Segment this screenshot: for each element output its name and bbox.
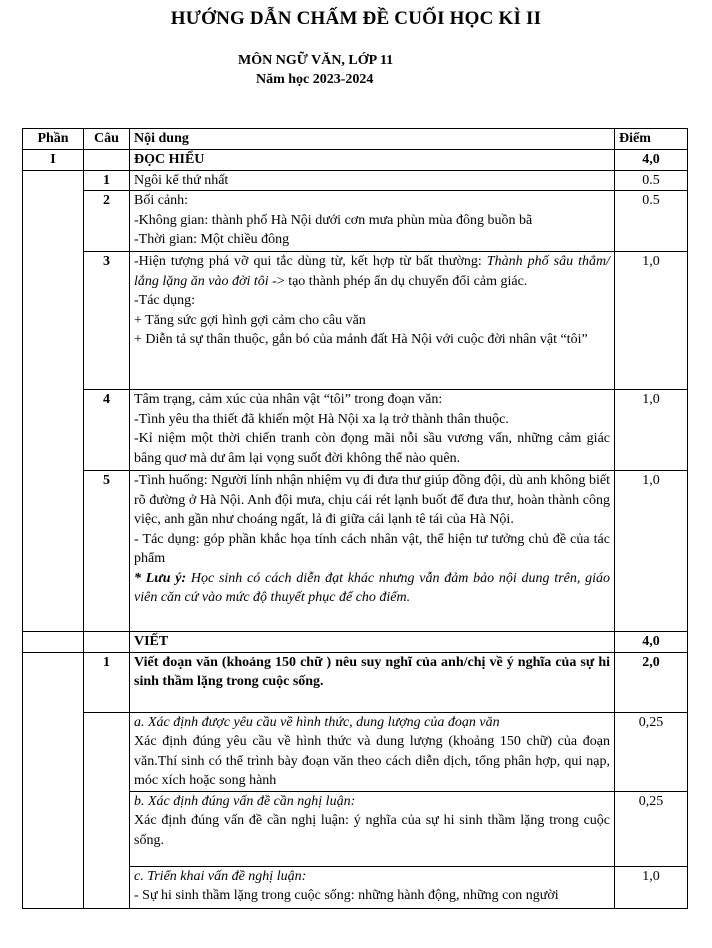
table-row xyxy=(23,252,688,390)
table-header-row xyxy=(23,129,688,150)
table-row xyxy=(23,191,688,252)
question-number: 1 xyxy=(84,652,130,712)
header-part: Phần xyxy=(23,129,84,150)
content-line: - Tác dụng: góp phần khắc họa tính cách nhân vật, thể hiện tư tưởng chủ đề của tác phẩm xyxy=(134,531,610,566)
content-line: Xác định đúng vấn đề cần nghị luận: ý nghĩa của sự hi sinh thầm lặng trong cuộc sống. xyxy=(134,813,610,848)
criterion-heading: b. Xác định đúng vấn đề cần nghị luận: xyxy=(134,793,356,809)
answer-content xyxy=(130,791,615,866)
content-line: + Diễn tả sự thân thuộc, gắn bó của mảnh đất Hà Nội với cuộc đời nhân vật “tôi” xyxy=(134,332,588,347)
answer-content: Ngôi kể thứ nhất xyxy=(130,170,615,191)
answer-content xyxy=(130,471,615,632)
criterion-heading: c. Triển khai vấn đề nghị luận: xyxy=(134,868,307,884)
part-row-writing xyxy=(23,632,688,653)
note-label: * Lưu ý: xyxy=(134,570,187,586)
question-number: 5 xyxy=(84,471,130,632)
empty-cell xyxy=(23,632,84,653)
answer-score: 0,25 xyxy=(615,712,688,791)
answer-content xyxy=(130,866,615,908)
empty-cell xyxy=(84,632,130,653)
content-line: -Không gian: thành phố Hà Nội dưới cơn mưa phùn mùa đông buồn bã xyxy=(134,212,533,228)
content-text: -Hiện tượng phá vỡ qui tắc dùng từ, kết hợp từ bất thường: xyxy=(134,254,487,269)
empty-cell xyxy=(84,712,130,908)
question-number: 1 xyxy=(84,170,130,191)
table-row xyxy=(23,652,688,712)
answer-score: 2,0 xyxy=(615,652,688,712)
header-score: Điểm xyxy=(615,129,688,150)
empty-cell xyxy=(23,652,84,908)
document-title: HƯỚNG DẪN CHẤM ĐỀ CUỐI HỌC KÌ II xyxy=(170,8,542,29)
answer-score: 1,0 xyxy=(615,252,688,390)
content-text: -> tạo thành phép ẩn dụ chuyển đổi cảm giác. xyxy=(268,273,528,289)
empty-cell xyxy=(84,150,130,171)
content-line: -Tình yêu tha thiết đã khiến một Hà Nội xa lạ trở thành thân thuộc. xyxy=(134,411,509,427)
content-line: + Tăng sức gợi hình gợi cảm cho câu văn xyxy=(134,312,366,328)
part-label: I xyxy=(23,150,84,171)
content-line: -Tác dụng: xyxy=(134,293,196,308)
part-score: 4,0 xyxy=(615,632,688,653)
answer-content xyxy=(130,712,615,791)
criterion-heading: a. Xác định được yêu cầu về hình thức, dung lượng của đoạn văn xyxy=(134,714,500,730)
question-number: 3 xyxy=(84,252,130,390)
question-number: 4 xyxy=(84,390,130,471)
table-row xyxy=(23,390,688,471)
table-row xyxy=(23,712,688,791)
part-title: ĐỌC HIỂU xyxy=(130,150,615,171)
header-content: Nội dung xyxy=(130,129,615,150)
content-line: -Kỉ niệm một thời chiến tranh còn đọng mãi nỗi sầu vương vấn, những cảm giác bâng quơ mà dư âm lại vọng suốt đời không thể nào quên. xyxy=(134,431,610,466)
note-line xyxy=(134,569,610,608)
part-title: VIẾT xyxy=(130,632,615,653)
subject-line: MÔN NGỮ VĂN, LỚP 11 xyxy=(238,53,394,68)
answer-score: 0.5 xyxy=(615,191,688,252)
answer-score: 1,0 xyxy=(615,390,688,471)
answer-score: 1,0 xyxy=(615,866,688,908)
answer-content xyxy=(130,390,615,471)
school-year: Năm học 2023-2024 xyxy=(256,72,374,87)
empty-cell xyxy=(23,170,84,632)
answer-content xyxy=(130,252,615,390)
content-line xyxy=(134,252,610,291)
table-row xyxy=(23,170,688,191)
content-line: -Thời gian: Một chiều đông xyxy=(134,232,290,247)
quoted-phrase: Thành phố sâu thẳm/ lắng lặng ăn vào đời tôi xyxy=(134,254,611,289)
header-question: Câu xyxy=(84,129,130,150)
writing-prompt: Viết đoạn văn (khoảng 150 chữ ) nêu suy nghĩ của anh/chị về ý nghĩa của sự hi sinh thầm lặng trong cuộc sống. xyxy=(130,652,615,712)
content-line: Tâm trạng, cảm xúc của nhân vật “tôi” trong đoạn văn: xyxy=(134,392,443,407)
question-number: 2 xyxy=(84,191,130,252)
part-row-reading xyxy=(23,150,688,171)
answer-content xyxy=(130,191,615,252)
note-text: Học sinh có cách diễn đạt khác nhưng vẫn đảm bảo nội dung trên, giáo viên căn cứ vào mức độ thuyết phục để cho điểm. xyxy=(134,570,611,605)
table-row xyxy=(23,471,688,632)
answer-score: 1,0 xyxy=(615,471,688,632)
part-score: 4,0 xyxy=(615,150,688,171)
grading-table xyxy=(22,128,688,909)
answer-score: 0,25 xyxy=(615,791,688,866)
answer-score: 0.5 xyxy=(615,170,688,191)
content-line: - Sự hi sinh thầm lặng trong cuộc sống: những hành động, những con người xyxy=(134,888,559,903)
content-line: Bối cảnh: xyxy=(134,193,189,208)
content-line: Xác định đúng yêu cầu về hình thức và dung lượng (khoảng 150 chữ) của đoạn văn.Thí sinh có thể trình bày đoạn văn theo cách diễn dịch, tổng phân hợp, qui nạp, móc xích hoặc song hành xyxy=(134,734,610,788)
content-line: -Tình huống: Người lính nhận nhiệm vụ đi đưa thư giúp đồng đội, dù anh không biết rõ đường ở Hà Nội. Anh đội mưa, chịu cái rét lạnh buốt để đưa thư, hoàn thành công việc, anh gần như choáng ngất, lả đi giữa cái lạnh tê tái của Hà Nội. xyxy=(134,473,610,527)
